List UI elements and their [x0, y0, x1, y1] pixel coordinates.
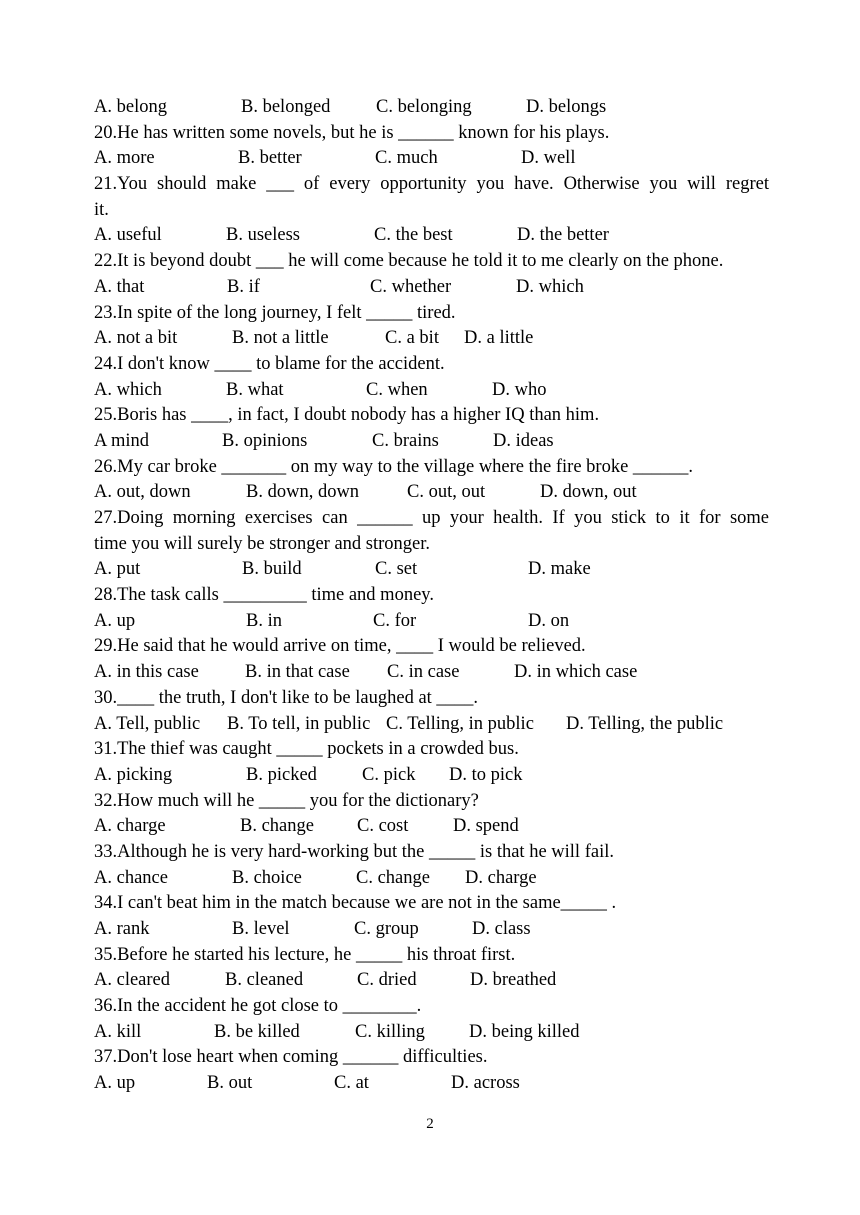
answer-option: C. brains	[372, 430, 439, 451]
answer-option: D. on	[528, 610, 570, 631]
answer-option: C. in case	[387, 662, 460, 683]
answer-option: B. what	[226, 379, 284, 400]
answer-option: B. in	[246, 610, 282, 631]
answer-option: C. at	[334, 1073, 369, 1094]
answer-option: B. cleaned	[225, 970, 304, 991]
answer-option: B. not a little	[232, 328, 329, 349]
answer-options	[94, 429, 769, 455]
answer-option: C. for	[373, 610, 417, 631]
answer-option: C. cost	[357, 816, 409, 837]
answer-option: D. who	[492, 379, 547, 400]
question-text: 29.He said that he would arrive on time, ____ I would be relieved.	[94, 636, 586, 657]
answer-option: C. when	[366, 379, 428, 400]
answer-options	[94, 223, 769, 249]
question-text: 31.The thief was caught _____ pockets in a crowded bus.	[94, 739, 519, 760]
answer-option: A. charge	[94, 816, 166, 837]
answer-option: A. which	[94, 379, 162, 400]
question-text: it.	[94, 199, 109, 220]
question-text: 36.In the accident he got close to ________.	[94, 996, 422, 1017]
answer-option: A. useful	[94, 225, 162, 246]
answer-option: A. put	[94, 559, 141, 580]
answer-option: D. class	[472, 919, 531, 939]
answer-option: A. up	[94, 1073, 136, 1094]
answer-option: B. out	[207, 1073, 253, 1094]
question-text: 26.My car broke _______ on my way to the village where the fire broke ______.	[94, 456, 694, 477]
answer-option: B. level	[232, 919, 290, 939]
question-text: 22.It is beyond doubt ___ he will come because he told it to me clearly on the phone.	[94, 251, 724, 272]
question-text: 33.Although he is very hard-working but the _____ is that he will fail.	[94, 841, 614, 862]
answer-option: D. in which case	[514, 662, 638, 683]
answer-option: B. be killed	[214, 1021, 300, 1042]
question-text: 23.In spite of the long journey, I felt _____ tired.	[94, 302, 456, 323]
answer-options	[94, 95, 769, 121]
answer-option: A. cleared	[94, 970, 171, 991]
answer-option: B. To tell, in public	[227, 713, 371, 734]
answer-option: C. the best	[374, 225, 453, 246]
answer-options	[94, 378, 769, 404]
answer-option: D. a little	[464, 328, 534, 349]
question-text: 34.I can't beat him in the match because we are not in the same_____ .	[94, 893, 617, 914]
question-text: time you will surely be stronger and stronger.	[94, 533, 431, 554]
answer-option: A. belong	[94, 97, 167, 117]
question-text: 35.Before he started his lecture, he _____ his throat first.	[94, 944, 516, 965]
question-text: 24.I don't know ____ to blame for the accident.	[94, 353, 445, 374]
answer-option: B. build	[242, 559, 302, 580]
answer-option: B. belonged	[241, 97, 331, 117]
question-text: 21.You should make ___ of every opportunity you have. Otherwise you will regret	[94, 174, 769, 195]
answer-options	[94, 1020, 769, 1046]
answer-options	[94, 968, 769, 994]
answer-options	[94, 763, 769, 789]
answer-option: D. across	[451, 1073, 520, 1094]
answer-option: A mind	[94, 430, 149, 451]
answer-option: B. change	[240, 816, 314, 837]
answer-option: C. set	[375, 559, 418, 580]
question-text: 25.Boris has ____, in fact, I doubt nobody has a higher IQ than him.	[94, 405, 600, 426]
answer-option: A. more	[94, 148, 155, 169]
answer-option: D. Telling, the public	[566, 713, 724, 734]
answer-option: B. picked	[246, 764, 317, 785]
answer-options	[94, 660, 769, 686]
answer-option: A. picking	[94, 764, 173, 785]
answer-options	[94, 1071, 769, 1097]
answer-options	[94, 814, 769, 840]
answer-option: A. that	[94, 276, 145, 297]
question-text: 28.The task calls _________ time and money.	[94, 585, 434, 606]
answer-options	[94, 480, 769, 506]
answer-option: C. pick	[362, 764, 416, 785]
answer-option: A. out, down	[94, 482, 191, 503]
answer-option: C. belonging	[376, 97, 472, 117]
answer-option: A. in this case	[94, 662, 199, 683]
answer-options	[94, 275, 769, 301]
answer-option: D. belongs	[526, 97, 607, 117]
answer-option: B. if	[227, 276, 260, 297]
answer-option: C. Telling, in public	[386, 713, 534, 734]
answer-options	[94, 712, 769, 738]
answer-options	[94, 609, 769, 635]
question-list	[94, 95, 769, 1097]
answer-option: C. whether	[370, 276, 452, 297]
page-number: 2	[426, 1116, 434, 1132]
answer-option: A. not a bit	[94, 328, 178, 349]
answer-option: D. make	[528, 559, 591, 580]
answer-option: B. opinions	[222, 430, 308, 451]
question-text: 20.He has written some novels, but he is ______ known for his plays.	[94, 122, 610, 143]
question-text: 30.____ the truth, I don't like to be laughed at ____.	[94, 687, 479, 708]
answer-option: D. being killed	[469, 1021, 580, 1042]
answer-option: A. kill	[94, 1021, 142, 1042]
answer-option: B. down, down	[246, 482, 360, 503]
answer-options	[94, 866, 769, 892]
answer-option: D. which	[516, 276, 584, 297]
answer-option: A. chance	[94, 867, 168, 888]
question-text: 32.How much will he _____ you for the dictionary?	[94, 790, 479, 811]
answer-option: A. rank	[94, 919, 150, 939]
question-text: 37.Don't lose heart when coming ______ difficulties.	[94, 1047, 488, 1068]
answer-options	[94, 146, 769, 172]
answer-option: B. choice	[232, 867, 302, 888]
answer-option: B. in that case	[245, 662, 350, 683]
answer-option: D. spend	[453, 816, 519, 837]
answer-option: D. the better	[517, 225, 609, 246]
answer-options	[94, 917, 769, 943]
answer-option: B. better	[238, 148, 302, 169]
answer-option: C. killing	[355, 1021, 425, 1042]
answer-option: C. change	[356, 867, 430, 888]
answer-option: A. Tell, public	[94, 713, 201, 734]
answer-option: C. dried	[357, 970, 417, 991]
answer-option: D. down, out	[540, 482, 637, 503]
answer-option: D. breathed	[470, 970, 557, 991]
answer-option: D. charge	[465, 867, 537, 888]
answer-option: D. well	[521, 148, 576, 169]
answer-option: B. useless	[226, 225, 300, 246]
answer-option: C. a bit	[385, 328, 439, 349]
answer-option: C. much	[375, 148, 438, 169]
answer-option: C. out, out	[407, 482, 486, 503]
answer-option: C. group	[354, 919, 419, 939]
answer-options	[94, 557, 769, 583]
answer-option: A. up	[94, 610, 136, 631]
answer-options	[94, 326, 769, 352]
question-text: 27.Doing morning exercises can ______ up your health. If you stick to it for some	[94, 508, 769, 528]
answer-option: D. to pick	[449, 764, 523, 785]
answer-option: D. ideas	[493, 430, 554, 451]
